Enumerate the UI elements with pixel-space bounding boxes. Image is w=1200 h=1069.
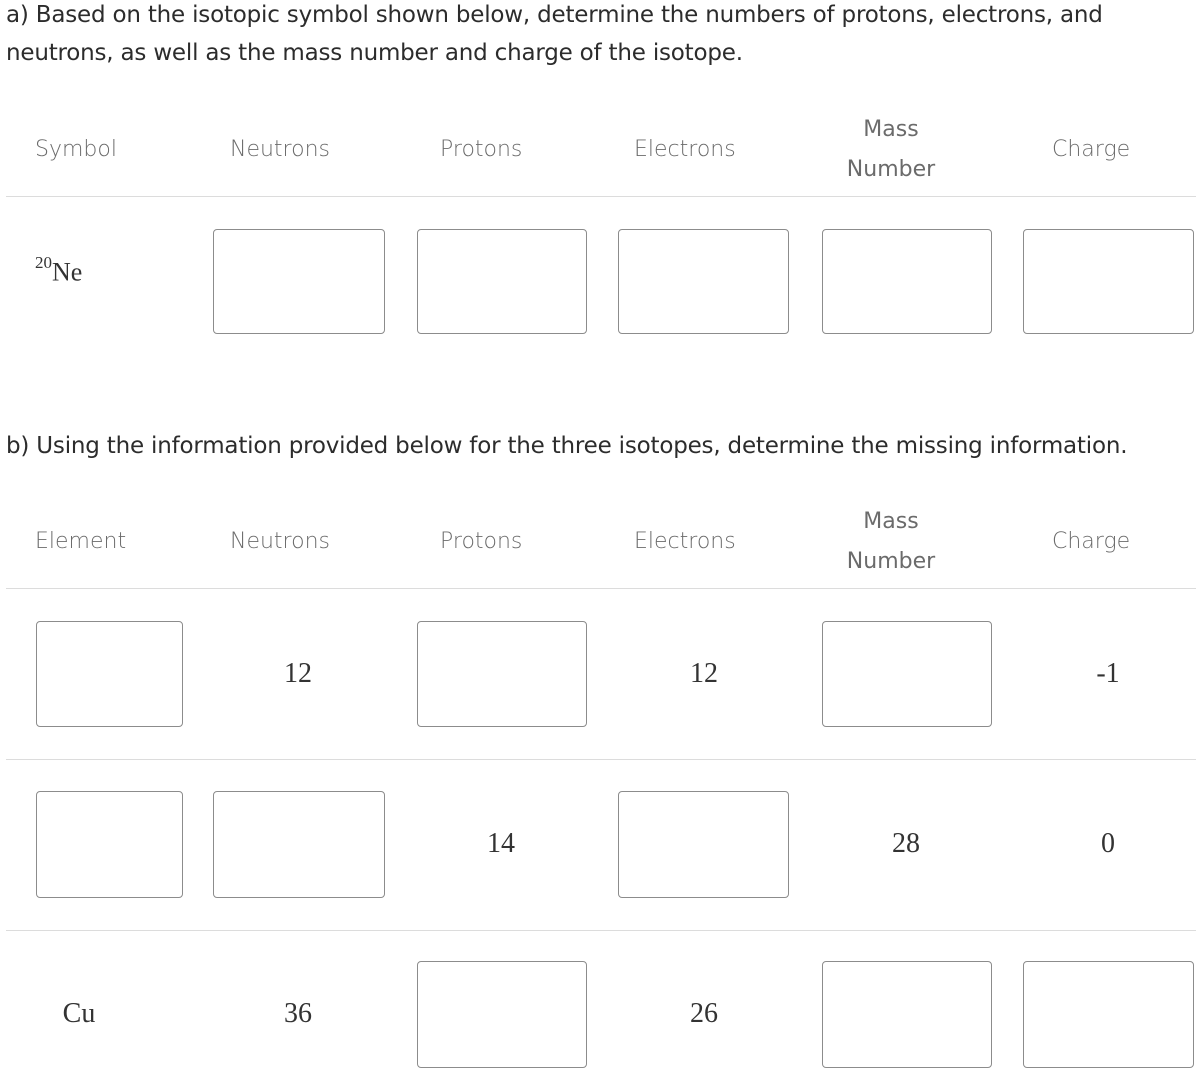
row2-mass-number-value: 28 <box>892 828 920 859</box>
row3-element-value: Cu <box>62 998 96 1029</box>
header-element: Element <box>35 529 127 554</box>
row2-electrons-input[interactable] <box>618 791 789 898</box>
header-mass-line2: Number <box>846 549 936 574</box>
row1-charge-value: -1 <box>1096 658 1120 689</box>
row2-charge-value: 0 <box>1101 828 1115 859</box>
part-b-prompt: b) Using the information provided below for the three isotopes, determine the missing information. <box>6 433 1128 459</box>
row3-charge-input[interactable] <box>1023 961 1194 1068</box>
divider <box>6 588 1196 589</box>
row1-element-input[interactable] <box>36 621 183 727</box>
header-protons: Protons <box>440 529 523 554</box>
header-mass-line1: Mass <box>863 509 919 534</box>
part-a-electrons-input[interactable] <box>618 229 789 334</box>
part-a-prompt: a) Based on the isotopic symbol shown below, determine the numbers of protons, electrons, and neutrons, as well as the mass number and charge of the isotope. <box>6 2 1103 66</box>
isotope-element-symbol: Ne <box>52 257 83 287</box>
divider <box>6 930 1196 931</box>
header-neutrons: Neutrons <box>230 529 330 554</box>
header-mass-number <box>821 110 961 190</box>
row1-mass-number-input[interactable] <box>822 621 992 727</box>
row2-element-input[interactable] <box>36 791 183 898</box>
row1-neutrons-value: 12 <box>284 658 312 689</box>
header-symbol: Symbol <box>35 137 117 162</box>
divider <box>6 759 1196 760</box>
header-electrons: Electrons <box>634 137 736 162</box>
row1-protons-input[interactable] <box>417 621 587 727</box>
header-charge: Charge <box>1052 529 1131 554</box>
row3-protons-input[interactable] <box>417 961 587 1068</box>
row3-neutrons-value: 36 <box>284 998 312 1029</box>
part-a-charge-input[interactable] <box>1023 229 1194 334</box>
header-electrons: Electrons <box>634 529 736 554</box>
row1-electrons-value: 12 <box>690 658 718 689</box>
part-a-mass-number-input[interactable] <box>822 229 992 334</box>
isotope-symbol <box>35 253 83 288</box>
header-mass-number <box>821 502 961 582</box>
header-charge: Charge <box>1052 137 1131 162</box>
row2-protons-value: 14 <box>487 828 515 859</box>
header-mass-line1: Mass <box>863 117 919 142</box>
isotope-mass-superscript: 20 <box>35 253 52 272</box>
row3-electrons-value: 26 <box>690 998 718 1029</box>
row2-neutrons-input[interactable] <box>213 791 385 898</box>
row3-mass-number-input[interactable] <box>822 961 992 1068</box>
header-neutrons: Neutrons <box>230 137 330 162</box>
part-a-protons-input[interactable] <box>417 229 587 334</box>
divider <box>6 196 1196 197</box>
header-mass-line2: Number <box>846 157 936 182</box>
header-protons: Protons <box>440 137 523 162</box>
part-a-neutrons-input[interactable] <box>213 229 385 334</box>
